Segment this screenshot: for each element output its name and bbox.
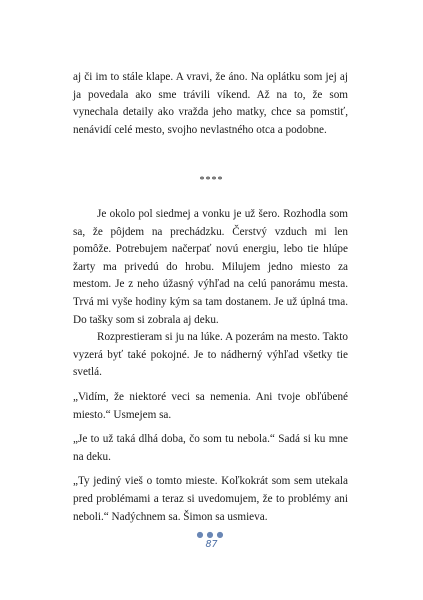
ornament-dots: ●●● [196,530,227,539]
text-block-main [73,206,348,526]
paragraph: aj či im to stále klape. A vravi, že áno. Na oplátku som jej aj ja povedala ako sme trávili víkend. Až na to, že som vynechala detaily ako vražda jeho matky, chce sa pomstiť, nenávidí celé mesto, svojho nevlastného otca a podobne. [73,71,348,136]
text-block-top [73,69,348,139]
page-footer [0,530,423,551]
section-separator: **** [199,175,224,186]
page-number: 87 [205,539,218,550]
dialogue-paragraph: „Vidím, že niektoré veci sa nemenia. Ani tvoje obľúbené miesto.“ Usmejem sa. [73,390,348,421]
paragraph: Je okolo pol siedmej a vonku je už šero. Rozhodla som sa, že pôjdem na prechádzku. Čerstvý vzduch mi len pomôže. Potrebujem načerpať novú energiu, lebo tie hlúpe žarty ma privedú do hrobu. Milujem jedno miesto za mestom. Je z neho úžasný výhľad na celú panorámu mesta. Trvá mi vyše hodiny kým sa tam dostanem. Je už úplná tma. Do tašky som si zobrala aj deku. [73,208,348,326]
dialogue-paragraph: „Ty jediný vieš o tomto mieste. Koľkokrát som sem utekala pred problémami a teraz si uvedomujem, že to problémy ani neboli.“ Nadýchnem sa. Šimon sa usmieva. [73,475,348,523]
paragraph: Rozprestieram si ju na lúke. A pozerám na mesto. Takto vyzerá byť také pokojné. Je to nádherný výhľad všetky tie svetlá. [73,331,348,379]
dialogue-paragraph: „Je to už taká dlhá doba, čo som tu nebola.“ Sadá si ku mne na deku. [73,433,348,463]
